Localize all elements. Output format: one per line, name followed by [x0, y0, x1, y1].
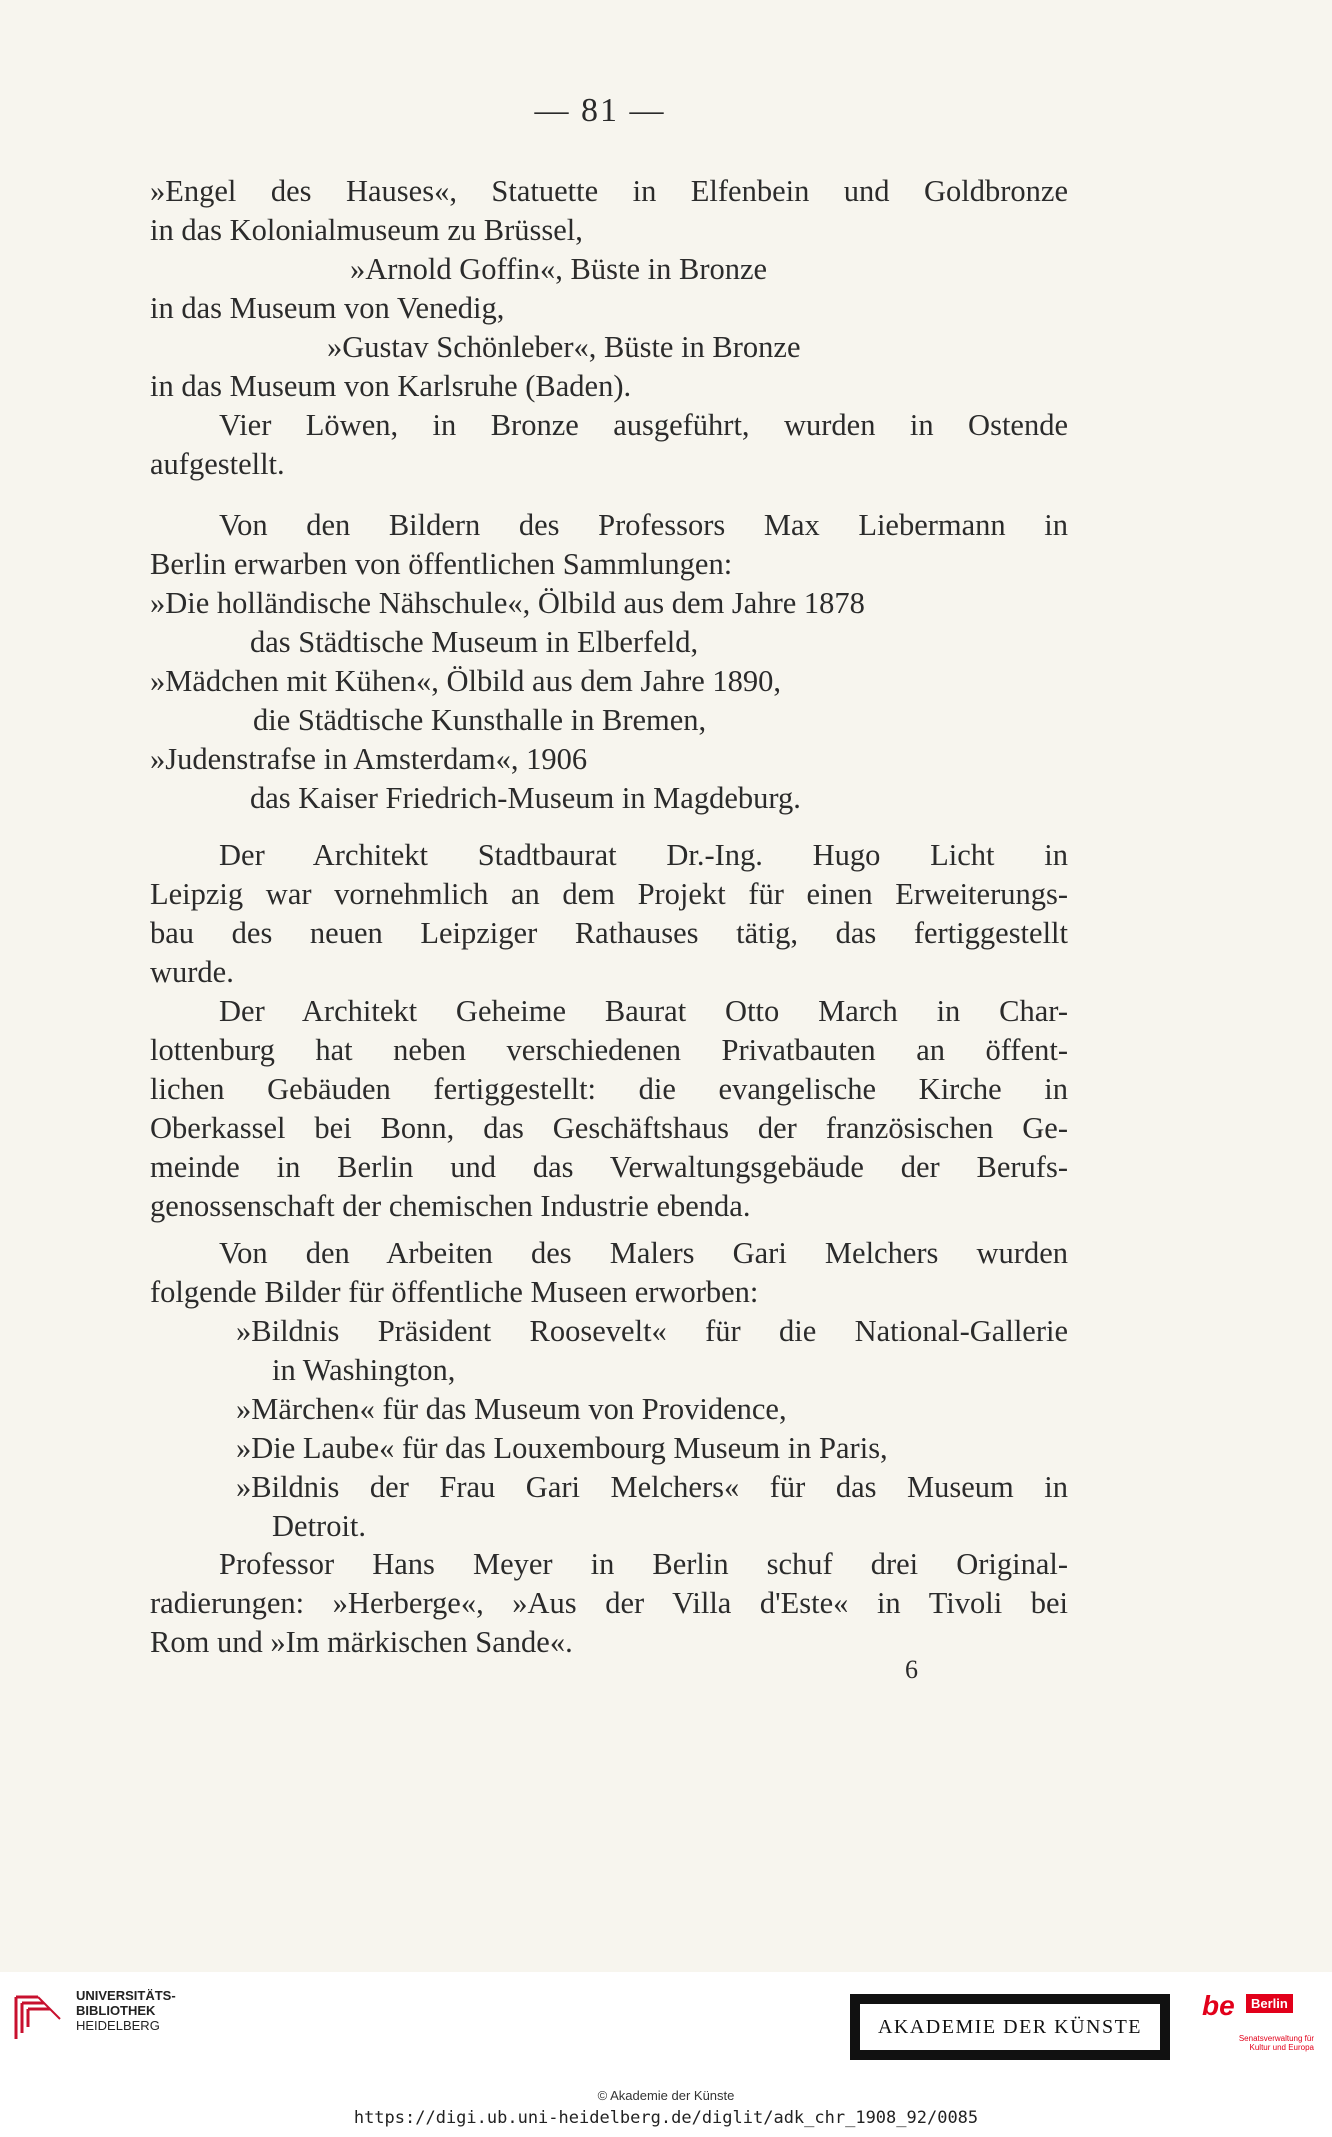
- university-library-logo-icon[interactable]: [12, 1987, 64, 2045]
- text-line: Von den Arbeiten des Malers Gari Melchers wurden: [219, 1236, 1068, 1270]
- text-line: »Mädchen mit Kühen«, Ölbild aus dem Jahre 1890,: [150, 664, 782, 698]
- text-line: »Engel des Hauses«, Statuette in Elfenbein und Goldbronze: [150, 174, 1068, 208]
- text-line: Vier Löwen, in Bronze ausgeführt, wurden in Ostende: [219, 408, 1068, 442]
- text-line: »Bildnis Präsident Roosevelt« für die National-Gallerie: [236, 1314, 1068, 1348]
- text-line: das Kaiser Friedrich-Museum in Magdeburg.: [250, 781, 801, 815]
- text-line: in das Museum von Karlsruhe (Baden).: [150, 369, 632, 403]
- text-line: lichen Gebäuden fertiggestellt: die evangelische Kirche in: [150, 1072, 1068, 1106]
- text-line: »Arnold Goffin«, Büste in Bronze: [350, 252, 768, 286]
- library-line: UNIVERSITÄTS-: [76, 1988, 176, 2003]
- text-line: das Städtische Museum in Elberfeld,: [250, 625, 699, 659]
- text-line: lottenburg hat neben verschiedenen Privatbauten an öffent-: [150, 1033, 1068, 1067]
- text-line: in Washington,: [272, 1353, 456, 1387]
- text-line: Der Architekt Geheime Baurat Otto March in Char-: [219, 994, 1068, 1028]
- berlin-be-mark: be: [1202, 1990, 1235, 2021]
- text-line: Von den Bildern des Professors Max Liebermann in: [219, 508, 1068, 542]
- akademie-label: AKADEMIE DER KÜNSTE: [860, 2004, 1160, 2050]
- copyright-notice: © Akademie der Künste: [597, 2088, 735, 2103]
- berlin-subtitle: Senatsverwaltung für Kultur und Europa: [1238, 2034, 1314, 2052]
- text-line: »Die holländische Nähschule«, Ölbild aus dem Jahre 1878: [150, 586, 865, 620]
- text-line: bau des neuen Leipziger Rathauses tätig, das fertiggestellt: [150, 916, 1068, 950]
- text-line: »Bildnis der Frau Gari Melchers« für das Museum in: [236, 1470, 1068, 1504]
- text-line: meinde in Berlin und das Verwaltungsgebäude der Berufs-: [150, 1150, 1068, 1184]
- berlin-logo[interactable]: [1202, 1990, 1314, 2068]
- page-number: — 81 —: [534, 92, 666, 129]
- text-line: Leipzig war vornehmlich an dem Projekt für einen Erweiterungs-: [150, 877, 1068, 911]
- text-line: genossenschaft der chemischen Industrie ebenda.: [150, 1189, 751, 1223]
- university-library-name: [76, 1988, 176, 2033]
- text-line: in das Kolonialmuseum zu Brüssel,: [150, 213, 583, 247]
- text-line: aufgestellt.: [150, 447, 285, 481]
- text-line: folgende Bilder für öffentliche Museen erworben:: [150, 1275, 759, 1309]
- text-line: wurde.: [150, 955, 234, 989]
- text-line: Professor Hans Meyer in Berlin schuf drei Original-: [219, 1547, 1068, 1581]
- footer: [0, 1972, 1332, 2137]
- text-line: in das Museum von Venedig,: [150, 291, 505, 325]
- source-url-link[interactable]: https://digi.ub.uni-heidelberg.de/diglit/adk_chr_1908_92/0085: [353, 2108, 979, 2128]
- text-line: »Gustav Schönleber«, Büste in Bronze: [327, 330, 801, 364]
- signature-mark: 6: [905, 1655, 918, 1684]
- library-line: HEIDELBERG: [76, 2018, 160, 2033]
- text-line: Der Architekt Stadtbaurat Dr.-Ing. Hugo Licht in: [219, 838, 1068, 872]
- text-line: Oberkassel bei Bonn, das Geschäftshaus der französischen Ge-: [150, 1111, 1068, 1145]
- text-line: Berlin erwarben von öffentlichen Sammlungen:: [150, 547, 733, 581]
- text-line: »Die Laube« für das Louxembourg Museum in Paris,: [236, 1431, 888, 1465]
- text-line: Detroit.: [272, 1509, 367, 1543]
- text-line: radierungen: »Herberge«, »Aus der Villa d'Este« in Tivoli bei: [150, 1586, 1068, 1620]
- text-line: die Städtische Kunsthalle in Bremen,: [253, 703, 707, 737]
- berlin-badge: Berlin: [1246, 1994, 1293, 2013]
- library-line: BIBLIOTHEK: [76, 2003, 156, 2018]
- text-line: Rom und »Im märkischen Sande«.: [150, 1625, 573, 1659]
- akademie-logo[interactable]: [850, 1994, 1170, 2060]
- text-line: »Märchen« für das Museum von Providence,: [236, 1392, 787, 1426]
- text-line: »Judenstrafse in Amsterdam«, 1906: [150, 742, 588, 776]
